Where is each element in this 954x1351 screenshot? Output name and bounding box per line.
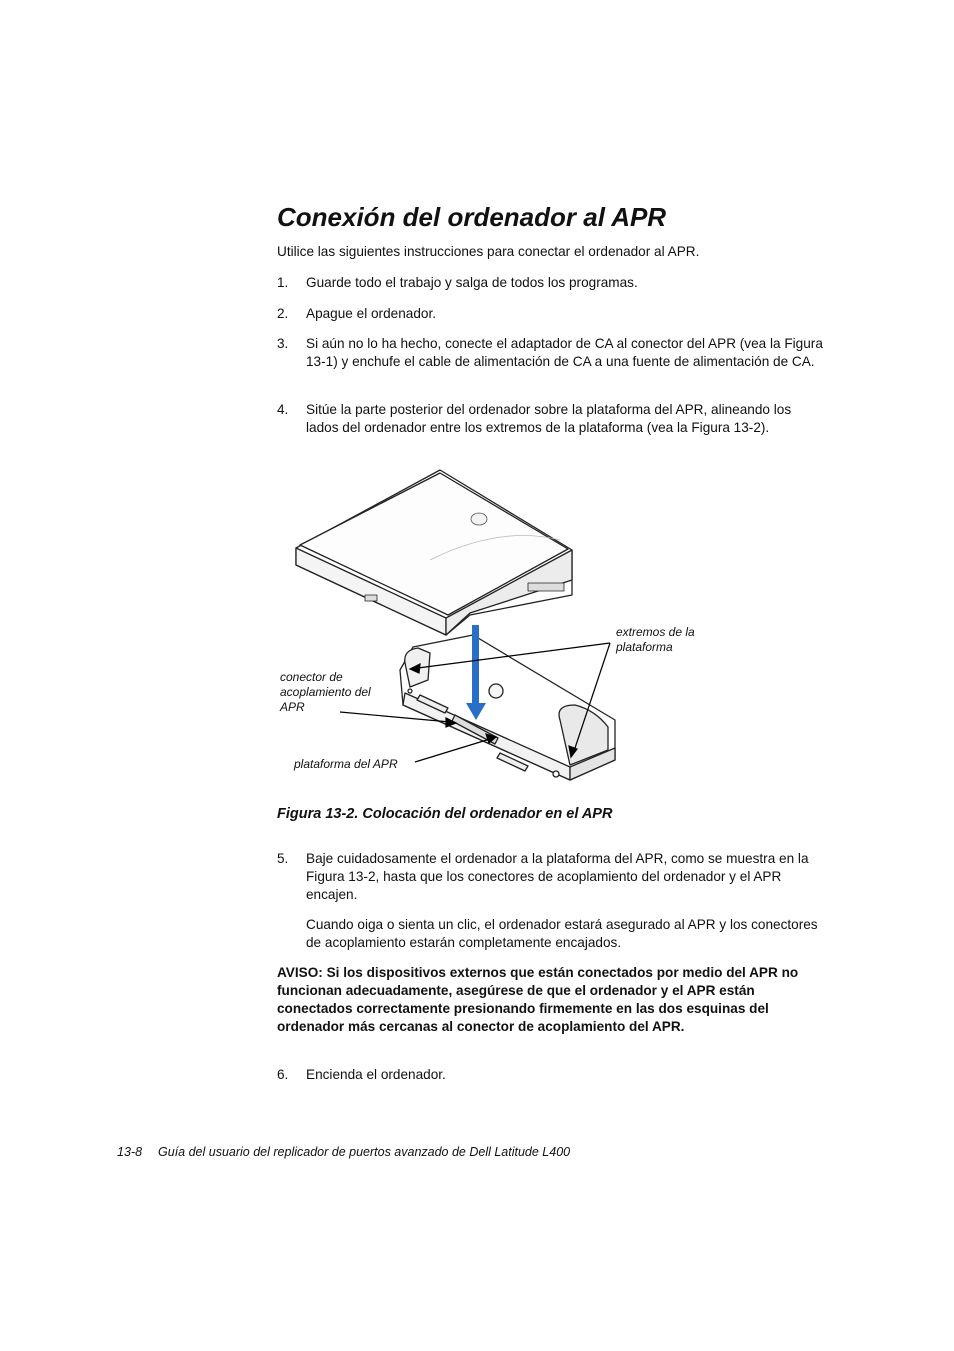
step-number: 6. — [277, 1067, 289, 1082]
label-plataforma: plataforma del APR — [294, 757, 398, 771]
notice-paragraph: AVISO: Si los dispositivos externos que están conectados por medio del APR no funcionan adecuadamente, asegúrese de que el ordenador y el APR están conectados correctamente presionando firmemente en las dos esquinas del ordenador más cercanas al conector de acoplamiento del APR. — [277, 965, 799, 1034]
figure-caption: Figura 13-2. Colocación del ordenador en el APR — [277, 806, 613, 822]
step-text: Encienda el ordenador. — [306, 1067, 446, 1082]
step-note: Cuando oiga o sienta un clic, el ordenador estará asegurado al APR y los conectores de acoplamiento estarán completamente encajados. — [306, 917, 818, 950]
figure-illustration — [270, 465, 630, 795]
step-number: 1. — [277, 275, 289, 290]
step-text: Guarde todo el trabajo y salga de todos los programas. — [306, 275, 638, 290]
laptop-docking-illustration — [270, 465, 630, 795]
page-title: Conexión del ordenador al APR — [277, 202, 667, 232]
step-number: 2. — [277, 306, 289, 321]
page-number: 13-8 — [117, 1145, 143, 1159]
page-footer — [117, 1145, 570, 1159]
label-conector: conector de acoplamiento del APR — [280, 670, 371, 714]
label-extremos: extremos de la plataforma — [616, 625, 695, 654]
step-text: Apague el ordenador. — [306, 306, 437, 321]
footer-title: Guía del usuario del replicador de puertos avanzado de Dell Latitude L400 — [158, 1145, 571, 1159]
step-number: 3. — [277, 336, 289, 351]
dell-logo-icon — [471, 513, 487, 525]
step-text: Si aún no lo ha hecho, conecte el adaptador de CA al conector del APR (vea la Figura 13-1) y enchufe el cable de alimentación de CA a una fuente de alimentación de CA. — [306, 336, 823, 369]
step-text: Sitúe la parte posterior del ordenador sobre la plataforma del APR, alineando los lados del ordenador entre los extremos de la plataforma (vea la Figura 13-2). — [306, 402, 792, 435]
step-number: 4. — [277, 402, 289, 417]
step-text: Baje cuidadosamente el ordenador a la plataforma del APR, como se muestra en la Figura 13-2, hasta que los conectores de acoplamiento del ordenador y el APR encajen. — [306, 851, 809, 902]
intro-paragraph: Utilice las siguientes instrucciones para conectar el ordenador al APR. — [277, 244, 700, 259]
step-number: 5. — [277, 851, 289, 866]
